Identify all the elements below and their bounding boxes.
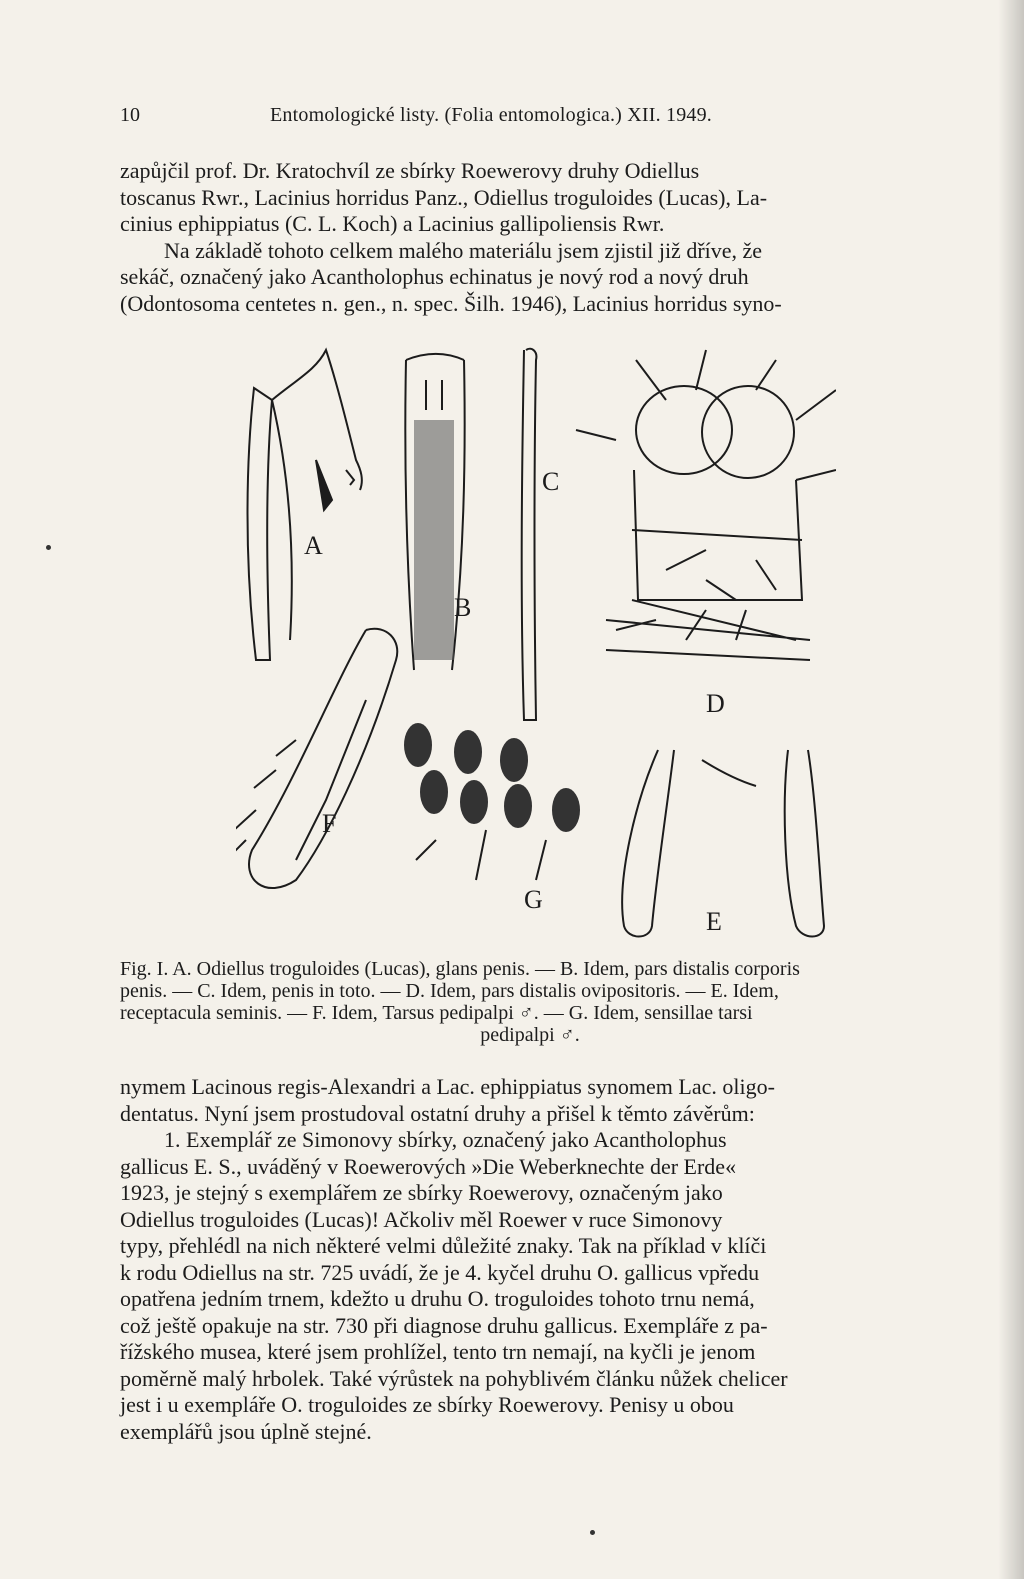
figure-label-g: G [524, 885, 543, 914]
paragraph-top [120, 158, 940, 317]
text-line: 1923, je stejný s exemplářem ze sbírky Roewerovy, označeným jako [120, 1180, 723, 1205]
text-line: opatřena jedním trnem, kdežto u druhu O. troguloides tohoto trnu nemá, [120, 1286, 755, 1311]
page-number: 10 [120, 104, 140, 126]
figure-label-f: F [322, 809, 337, 838]
figure-svg [236, 340, 836, 940]
text-line: cinius ephippiatus (C. L. Koch) a Lacinius gallipoliensis Rwr. [120, 211, 665, 236]
text-line: Odiellus troguloides (Lucas)! Ačkoliv měl Roewer v ruce Simonovy [120, 1206, 723, 1232]
figure-label-c: C [542, 467, 560, 496]
panel-e-drawing [622, 750, 824, 937]
text-line: toscanus Rwr., Lacinius horridus Panz., Odiellus troguloides (Lucas), La- [120, 184, 768, 210]
text-line: zapůjčil prof. Dr. Kratochvíl ze sbírky Roewerovy druhy Odiellus [120, 158, 700, 183]
running-header [120, 104, 940, 134]
figure-label-b: B [454, 593, 472, 622]
panel-b-drawing [405, 354, 464, 670]
figure-label-d: D [706, 689, 725, 718]
caption-line: receptacula seminis. — F. Idem, Tarsus pedipalpi ♂. — G. Idem, sensillae tarsi [120, 1002, 753, 1024]
paragraph-bottom [120, 1074, 940, 1445]
caption-line: pedipalpi ♂. [480, 1024, 580, 1046]
speck [590, 1530, 595, 1535]
text-line: dentatus. Nyní jsem prostudoval ostatní druhy a přišel k těmto závěrům: [120, 1100, 755, 1126]
text-line: což ještě opakuje na str. 730 při diagnose druhu gallicus. Exempláře z pa- [120, 1312, 768, 1338]
panel-d-drawing [576, 350, 836, 660]
text-line: jest i u exempláře O. troguloides ze sbírky Roewerovy. Penisy u obou [120, 1392, 734, 1417]
text-line: 1. Exemplář ze Simonovy sbírky, označený jako Acantholophus [164, 1127, 727, 1152]
caption-line: Fig. I. A. Odiellus troguloides (Lucas), glans penis. — B. Idem, pars distalis corporis [120, 958, 800, 980]
text-line: gallicus E. S., uváděný v Roewerových »Die Weberknechte der Erde« [120, 1153, 737, 1179]
text-line: k rodu Odiellus na str. 725 uvádí, že je 4. kyčel druhu O. gallicus vpředu [120, 1259, 760, 1285]
figure-label-a: A [304, 531, 323, 560]
panel-g-drawing [404, 723, 580, 880]
panel-f-drawing [236, 629, 397, 888]
text-line: nymem Lacinous regis-Alexandri a Lac. ephippiatus synomem Lac. oligo- [120, 1074, 775, 1099]
figure-caption [120, 958, 940, 1046]
text-line: Na základě tohoto celkem malého materiálu jsem zjistil již dříve, že [164, 237, 763, 263]
page-edge-shadow [998, 0, 1024, 1579]
speck [46, 545, 51, 550]
journal-title: Entomologické listy. (Folia entomologica.) XII. 1949. [270, 104, 713, 126]
panel-a-drawing [248, 350, 362, 660]
figure-label-e: E [706, 907, 722, 936]
text-line: poměrně malý hrbolek. Také výrůstek na pohyblivém článku nůžek chelicer [120, 1365, 788, 1391]
text-line: (Odontosoma centetes n. gen., n. spec. Šilh. 1946), Lacinius horridus syno- [120, 290, 782, 316]
text-line: typy, přehlédl na nich některé velmi důležité znaky. Tak na příklad v klíči [120, 1233, 767, 1258]
text-line: exemplářů jsou úplně stejné. [120, 1418, 372, 1444]
text-line: řížského musea, které jsem prohlížel, tento trn nemají, na kyčli je jenom [120, 1339, 756, 1364]
text-line: sekáč, označený jako Acantholophus echinatus je nový rod a nový druh [120, 264, 749, 289]
caption-line: penis. — C. Idem, penis in toto. — D. Idem, pars distalis ovipositoris. — E. Idem, [120, 980, 779, 1002]
panel-c-drawing [522, 349, 537, 720]
figure-drawing [236, 340, 836, 940]
